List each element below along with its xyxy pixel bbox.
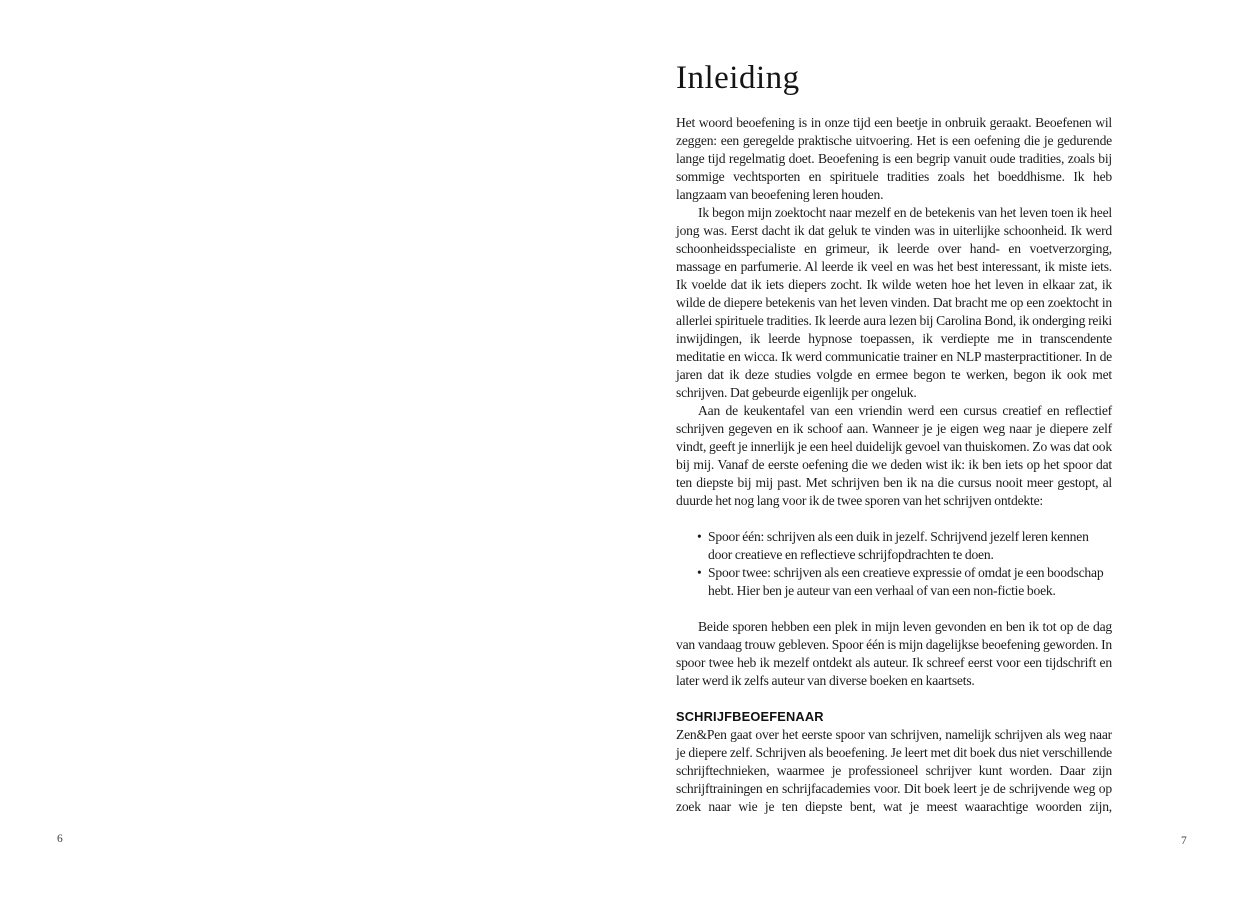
body-copy (676, 114, 1112, 816)
bullet-icon: • (697, 529, 702, 544)
bullet-item (697, 564, 1112, 600)
paragraph: Aan de keukentafel van een vriendin werd een cursus creatief en reflectief schrijven gegeven en ik schoof aan. Wanneer je je eigen weg naar je diepere zelf vindt, geeft je innerlijk je een heel duidelijk gevoel van thuiskomen. Zo was dat ook bij mij. Vanaf de eerste oefening die we deden wist ik: ik ben iets op het spoor dat ten diepste bij mij past. Met schrijven ben ik na die cursus nooit meer gestopt, al duurde het nog lang voor ik de twee sporen van het schrijven ontdekte: (676, 403, 1112, 508)
paragraph: Zen&Pen gaat over het eerste spoor van schrijven, namelijk schrijven als weg naar je diepere zelf. Schrijven als beoefening. Je leert met dit boek dus niet verschillende schrijftechnieken, waarmee je professioneel schrijver kunt worden. Daar zijn schrijftrainingen en schrijfacademies voor. Dit boek leert je de schrijvende weg op zoek naar wie je ten diepste bent, wat je meest waarachtige woorden zijn, (676, 727, 1112, 814)
paragraph: Het woord beoefening is in onze tijd een beetje in onbruik geraakt. Beoefenen wil zeggen: een geregelde praktische uitvoering. Het is een oefening die je gedurende lange tijd regelmatig doet. Beoefening is een begrip vanuit oude tradities, zoals bij sommige vechtsporten en spirituele tradities zoals het boeddhisme. Ik heb langzaam van beoefening leren houden. (676, 115, 1112, 202)
bullet-item-text: Spoor één: schrijven als een duik in jezelf. Schrijvend jezelf leren kennen door creatieve en reflectieve schrijfopdrachten te doen. (708, 529, 1089, 562)
chapter-title: Inleiding (676, 60, 800, 96)
page-number-left: 6 (57, 833, 63, 845)
bullet-icon: • (697, 565, 702, 580)
section-heading: SCHRIJFBEOEFENAAR (676, 709, 824, 724)
right-page-text-column (676, 57, 1112, 816)
paragraph: Beide sporen hebben een plek in mijn leven gevonden en ben ik tot op de dag van vandaag trouw gebleven. Spoor één is mijn dagelijkse beoefening geworden. In spoor twee heb ik mezelf ontdekt als auteur. Ik schreef eerst voor een tijdschrift en later werd ik zelfs auteur van diverse boeken en kaartsets. (676, 619, 1112, 688)
paragraph: Ik begon mijn zoektocht naar mezelf en de betekenis van het leven toen ik heel jong was. Eerst dacht ik dat geluk te vinden was in uiterlijke schoonheid. Ik werd schoonheidsspecialiste en grimeur, ik leerde over hand- en voetverzorging, massage en parfumerie. Al leerde ik veel en was het best interessant, ik miste iets. Ik voelde dat ik iets diepers zocht. Ik wilde weten hoe het leven in elkaar zat, ik wilde de diepere betekenis van het leven vinden. Dat bracht me op een zoektocht in allerlei spirituele tradities. Ik leerde aura lezen bij Carolina Bond, ik onderging reiki inwijdingen, ik leerde hypnose toepassen, ik verdiepte me in transcendente meditatie en wicca. Ik werd communicatie trainer en NLP masterpractitioner. In de jaren dat ik deze studies volgde en ermee begon te werken, begon ik ook met schrijven. Dat gebeurde eigenlijk per ongeluk. (676, 205, 1112, 400)
bullet-item (697, 528, 1112, 564)
bullet-list (676, 528, 1112, 600)
bullet-item-text: Spoor twee: schrijven als een creatieve expressie of omdat je een boodschap hebt. Hier ben je auteur van een verhaal of van een non-fictie boek. (708, 565, 1104, 598)
page-number-right: 7 (1181, 835, 1187, 847)
